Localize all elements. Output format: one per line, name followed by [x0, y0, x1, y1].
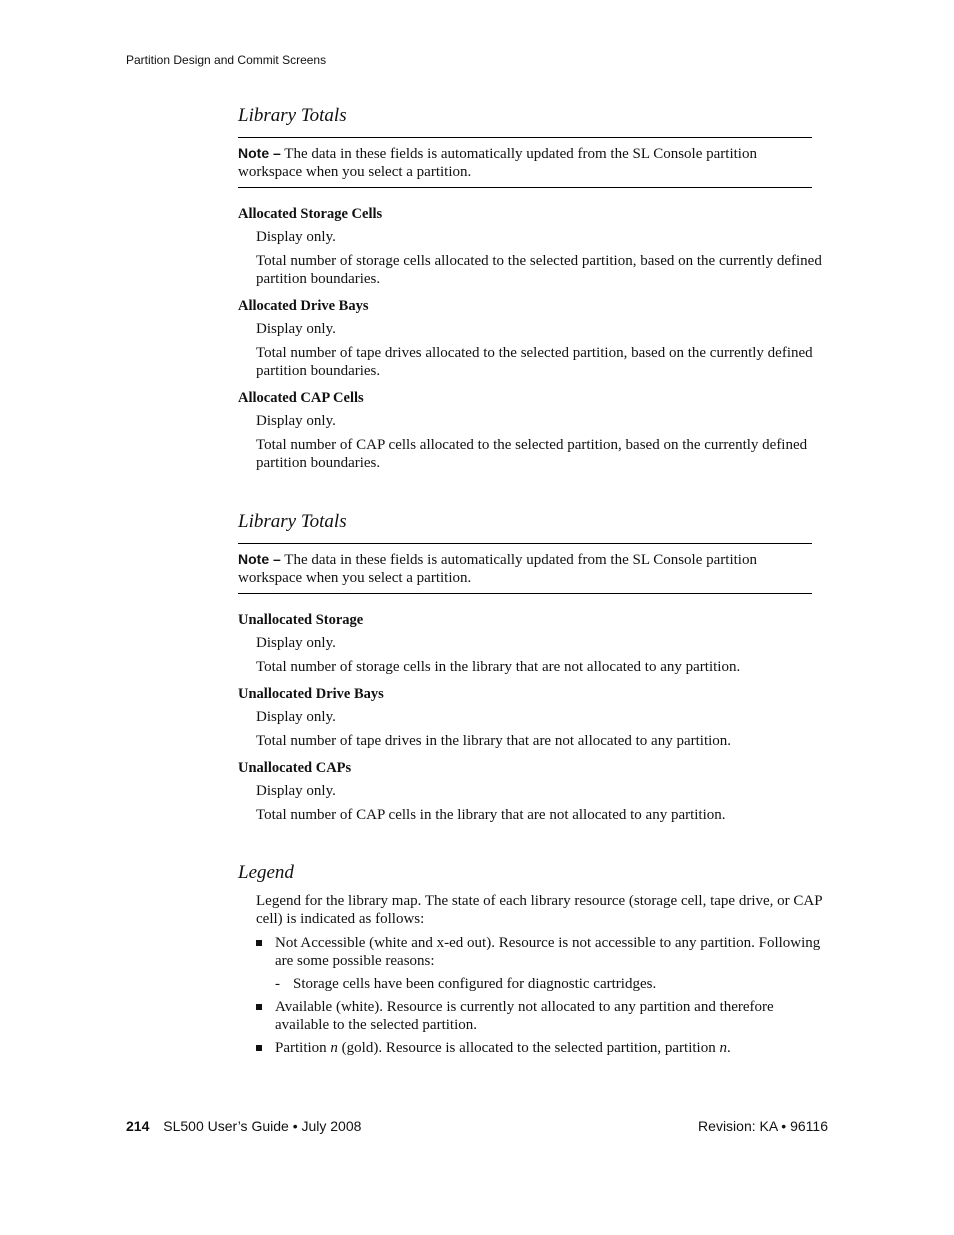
field-unallocated-storage: [238, 611, 828, 676]
sub-list-item: [275, 975, 828, 993]
footer-guide-title: SL500 User’s Guide • July 2008: [163, 1118, 362, 1134]
sub-list-item-text: Storage cells have been configured for diagnostic cartridges.: [293, 976, 657, 992]
variable-n: n: [719, 1040, 727, 1056]
footer-revision: Revision: KA • 96116: [698, 1118, 828, 1134]
variable-n: n: [330, 1040, 338, 1056]
note-text: The data in these fields is automatically updated from the SL Console partition workspace when you select a partition.: [238, 146, 757, 180]
text-segment: (gold). Resource is allocated to the selected partition, partition: [337, 1040, 720, 1056]
section-title: Legend: [238, 862, 294, 883]
list-item: [256, 1039, 828, 1057]
legend-list: [256, 934, 828, 1057]
list-item: [256, 998, 828, 1034]
field-term: Unallocated Storage: [238, 612, 364, 628]
section-library-totals-allocated: [238, 104, 828, 472]
field-desc: Display only.: [256, 413, 336, 429]
note-text: The data in these fields is automatically updated from the SL Console partition workspace when you select a partition.: [238, 552, 757, 586]
field-desc: Total number of storage cells allocated to the selected partition, based on the currently defined partition boundaries.: [256, 253, 822, 287]
field-term: Allocated Drive Bays: [238, 298, 369, 314]
field-allocated-storage-cells: [238, 205, 828, 288]
field-term: Allocated CAP Cells: [238, 390, 364, 406]
section-title: Library Totals: [238, 511, 347, 532]
page-number: 214: [126, 1118, 150, 1134]
square-bullet-icon: [256, 940, 262, 946]
list-item-text: Available (white). Resource is currently not allocated to any partition and therefore available to the selected partition.: [275, 999, 774, 1033]
field-unallocated-caps: [238, 759, 828, 824]
field-desc: Total number of storage cells in the library that are not allocated to any partition.: [256, 659, 741, 675]
field-unallocated-drive-bays: [238, 685, 828, 750]
field-desc: Display only.: [256, 321, 336, 337]
field-desc: Display only.: [256, 635, 336, 651]
field-desc: Total number of tape drives in the library that are not allocated to any partition.: [256, 733, 732, 749]
field-desc: Display only.: [256, 709, 336, 725]
field-desc: Display only.: [256, 783, 336, 799]
legend-intro: Legend for the library map. The state of each library resource (storage cell, tape drive, or CAP cell) is indicated as follows:: [256, 893, 823, 927]
note-box: [238, 137, 812, 188]
page-content: [238, 104, 828, 1062]
text-segment: Partition: [275, 1040, 331, 1056]
text-segment: .: [726, 1040, 731, 1056]
running-header: Partition Design and Commit Screens: [126, 53, 327, 67]
field-term: Unallocated Drive Bays: [238, 686, 384, 702]
footer-left: [126, 1118, 361, 1134]
square-bullet-icon: [256, 1004, 262, 1010]
list-item-text: Not Accessible (white and x-ed out). Resource is not accessible to any partition. Following are some possible reasons:: [275, 935, 821, 969]
section-legend: [238, 861, 828, 1057]
field-desc: Total number of tape drives allocated to the selected partition, based on the currently defined partition boundaries.: [256, 345, 813, 379]
square-bullet-icon: [256, 1045, 262, 1051]
dash-bullet-icon: -: [275, 976, 280, 992]
note-label: Note –: [238, 145, 281, 161]
field-term: Unallocated CAPs: [238, 760, 352, 776]
field-allocated-drive-bays: [238, 297, 828, 380]
sub-list: [275, 975, 828, 993]
note-box: [238, 543, 812, 594]
field-desc: Total number of CAP cells allocated to the selected partition, based on the currently defined partition boundaries.: [256, 437, 808, 471]
field-term: Allocated Storage Cells: [238, 206, 383, 222]
list-item: [256, 934, 828, 993]
list-item-text: [275, 1040, 731, 1056]
field-allocated-cap-cells: [238, 389, 828, 472]
section-library-totals-unallocated: [238, 510, 828, 824]
field-desc: Display only.: [256, 229, 336, 245]
note-label: Note –: [238, 551, 281, 567]
section-title: Library Totals: [238, 105, 347, 126]
field-desc: Total number of CAP cells in the library that are not allocated to any partition.: [256, 807, 726, 823]
